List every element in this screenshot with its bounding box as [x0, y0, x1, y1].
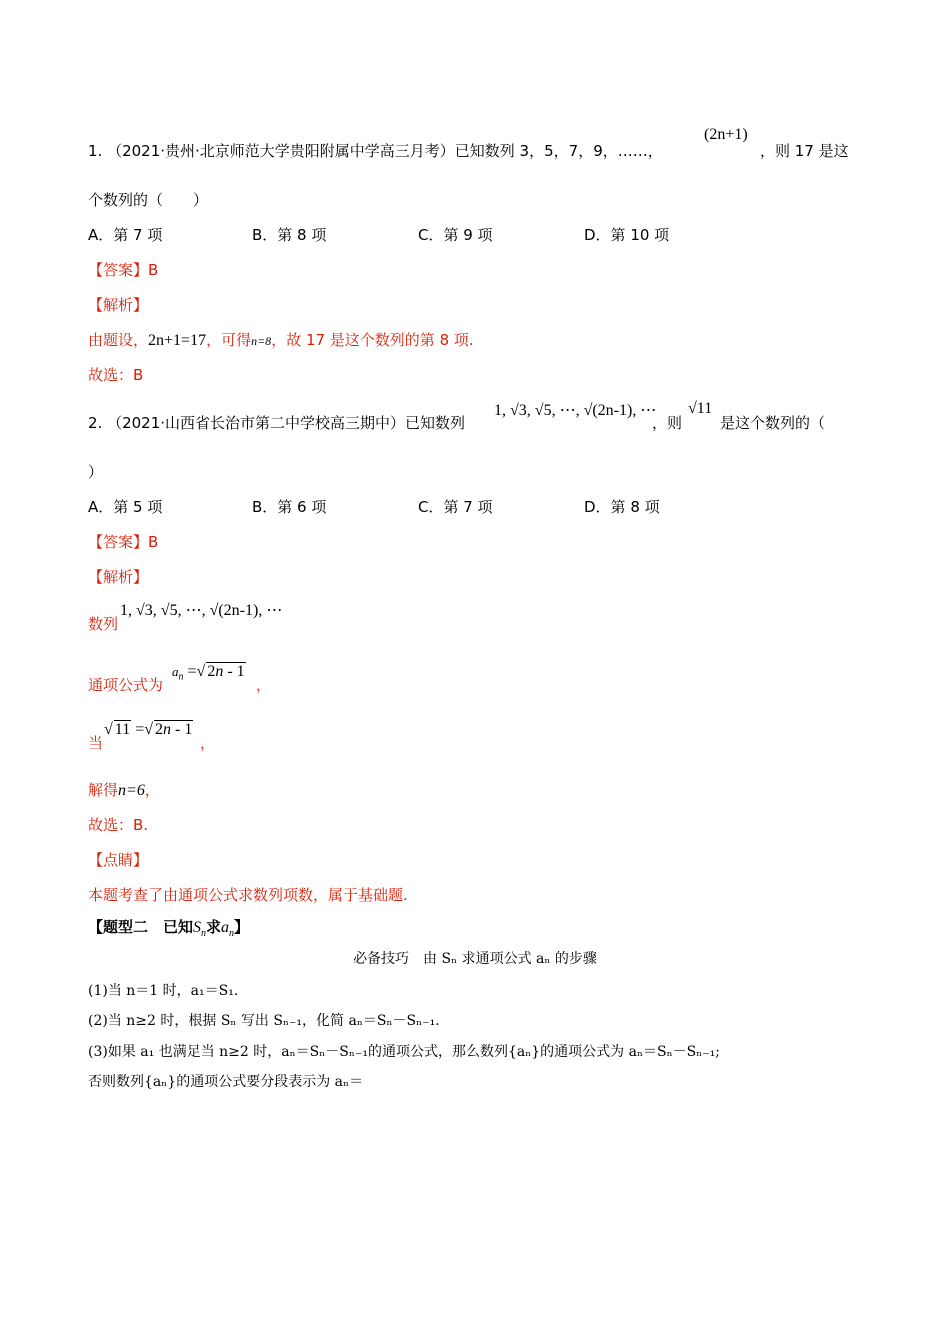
q2-line4 — [88, 780, 160, 801]
q1-solution — [88, 330, 474, 351]
q2-option-b[interactable]: B．第 6 项 — [252, 498, 327, 516]
q2-seq: 1, √3, √5, ⋯, √(2n-1), ⋯ — [494, 402, 657, 419]
section-title-a: 【题型二 已知 — [88, 918, 194, 936]
q2-stem-d: ） — [88, 463, 104, 481]
section-title-c: 】 — [234, 918, 250, 936]
q1-stem-c: 个数列的（ ） — [88, 191, 209, 209]
section-title-b: 求 — [206, 918, 222, 936]
q2-comment: 本题考查了由通项公式求数列项数，属于基础题. — [88, 886, 408, 904]
q2-option-a[interactable]: A．第 5 项 — [88, 498, 163, 516]
q1-sol-b: ，可得 — [206, 331, 252, 349]
q2-target: √11 — [688, 400, 713, 417]
q2-stem-b: ，则 — [652, 414, 683, 432]
q2-analysis-title: 【解析】 — [88, 568, 149, 586]
q1-option-c[interactable]: C．第 9 项 — [418, 226, 493, 244]
skill-heading: 必备技巧 由 Sₙ 求通项公式 aₙ 的步骤 — [353, 951, 597, 967]
q1-analysis-title: 【解析】 — [88, 296, 149, 314]
q2-choose: 故选：B. — [88, 816, 149, 834]
q2-comment-title: 【点睛】 — [88, 851, 149, 869]
q1-sol-c: ，故 17 是这个数列的第 8 项. — [271, 331, 474, 349]
q2-line4-tail: ， — [144, 781, 160, 799]
q2-option-c[interactable]: C．第 7 项 — [418, 498, 493, 516]
q2-line4-eq: n=6 — [118, 782, 145, 799]
q1-stem-b: ，则 17 是这 — [760, 142, 849, 160]
step-4: 否则数列{aₙ}的通项公式要分段表示为 aₙ＝ — [88, 1074, 364, 1090]
q2-answer: 【答案】B — [88, 533, 159, 551]
q2-line3-label: 当 — [88, 734, 104, 752]
step-1: (1)当 n＝1 时，a₁＝S₁. — [88, 983, 239, 999]
q1-stem-a: 1. （2021·贵州·北京师范大学贵阳附属中学高三月考）已知数列 3，5，7，9，……， — [88, 142, 663, 160]
q1-sol-eq2: n=8 — [251, 334, 272, 348]
q1-sol-a: 由题设， — [88, 331, 149, 349]
q1-sol-eq1: 2n+1=17 — [148, 332, 207, 349]
q2-line3-tail: ， — [200, 734, 216, 752]
q1-choose: 故选：B — [88, 366, 144, 384]
q2-line3-formula: √ 11 =√ 2n - 1 — [104, 721, 193, 738]
q2-line2-formula: $a_n$ =√ 2n - 1 — [172, 663, 245, 683]
q2-option-d[interactable]: D．第 8 项 — [584, 498, 660, 516]
step-3: (3)如果 a₁ 也满足当 n≥2 时，aₙ＝Sₙ－Sₙ₋₁的通项公式，那么数列{aₙ}的通项公式为 aₙ＝Sₙ－Sₙ₋₁; — [88, 1044, 721, 1060]
q2-stem-a: 2. （2021·山西省长治市第二中学校高三期中）已知数列 — [88, 414, 466, 432]
q1-stem-line1 — [88, 141, 663, 161]
q2-line2-label: 通项公式为 — [88, 676, 164, 694]
q2-line1-label: 数列 — [88, 615, 119, 633]
q1-option-a[interactable]: A．第 7 项 — [88, 226, 163, 244]
step-2: (2)当 n≥2 时，根据 Sₙ 写出 Sₙ₋₁，化简 aₙ＝Sₙ－Sₙ₋₁. — [88, 1013, 440, 1029]
section-title: 【题型二 已知$S_n$求$a_n$】 — [88, 918, 250, 940]
q2-line1-seq: 1, √3, √5, ⋯, √(2n-1), ⋯ — [120, 602, 283, 619]
q1-option-d[interactable]: D．第 10 项 — [584, 226, 670, 244]
q2-line2-tail: ， — [256, 676, 272, 694]
q1-formula: (2n+1) — [704, 126, 748, 143]
q2-stem-c: 是这个数列的（ — [720, 414, 826, 432]
q1-answer: 【答案】B — [88, 261, 159, 279]
q1-option-b[interactable]: B．第 8 项 — [252, 226, 327, 244]
q2-line2 — [88, 675, 163, 695]
q2-line4-label: 解得 — [88, 781, 119, 799]
